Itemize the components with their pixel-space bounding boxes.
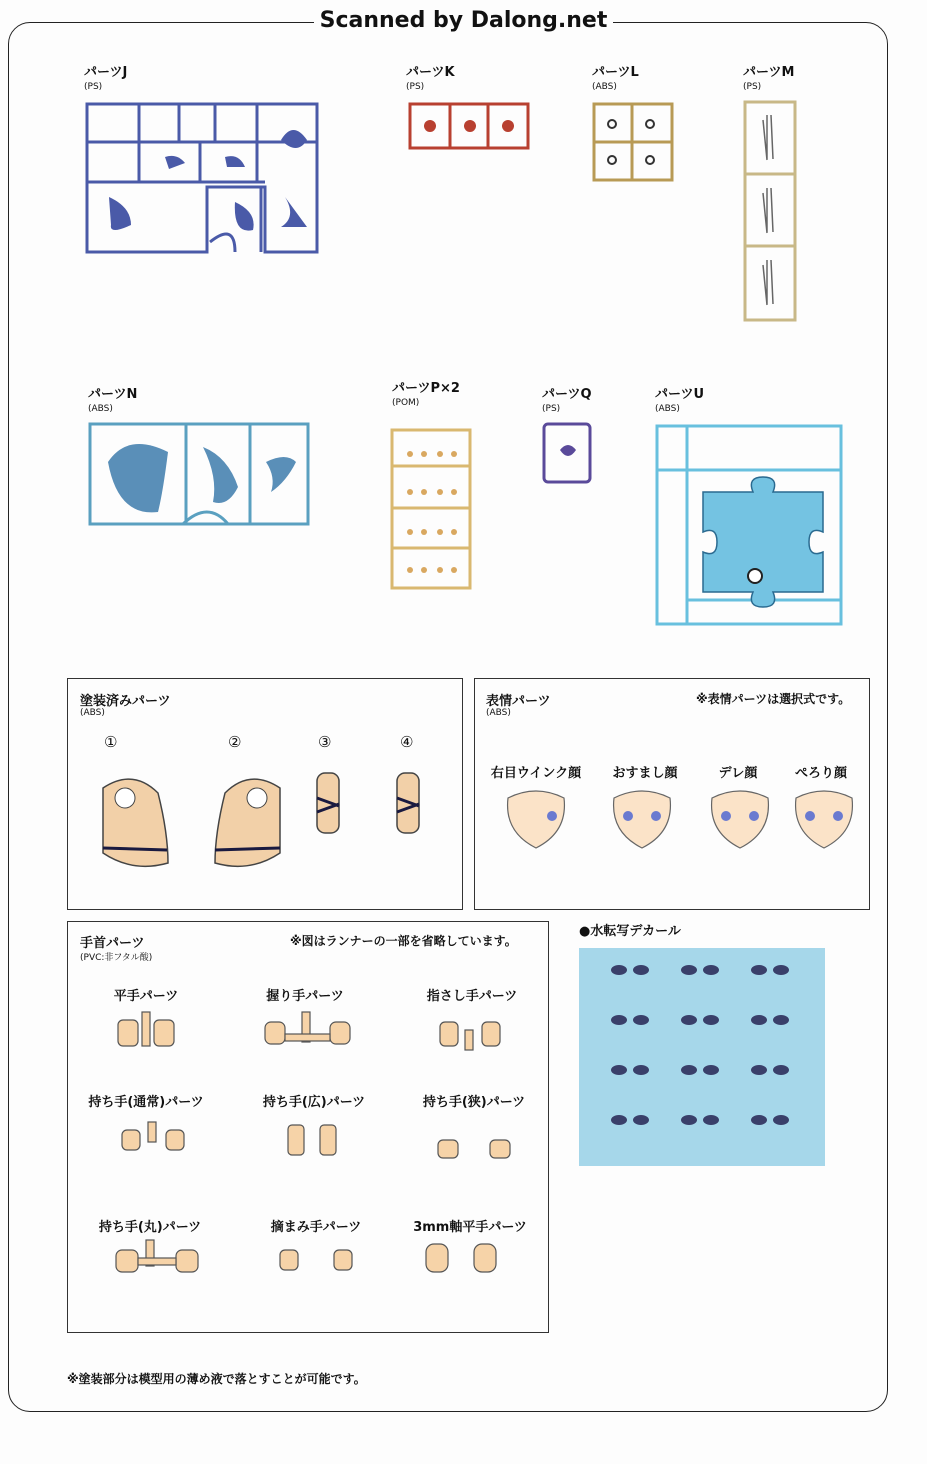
part-l-label: パーツL (ABS): [592, 65, 639, 92]
hand-label-4: 持ち手(通常)パーツ: [88, 1095, 204, 1110]
hands-illustration: [110, 1010, 530, 1280]
expression-note: ※表情パーツは選択式です。: [696, 692, 851, 706]
part-j-label: パーツJ (PS): [84, 65, 128, 92]
painted-number-3: ③: [318, 733, 332, 751]
footer-note: ※塗装部分は模型用の薄め液で落とすことが可能です。: [67, 1372, 366, 1386]
painted-material: (ABS): [80, 708, 105, 718]
part-u-label: パーツU (ABS): [655, 387, 705, 414]
hands-title: 手首パーツ: [80, 936, 145, 951]
expression-title: 表情パーツ: [486, 694, 551, 709]
face-label-2: おすまし顔: [612, 766, 678, 781]
expression-material: (ABS): [486, 708, 511, 718]
painted-number-2: ②: [228, 733, 242, 751]
runner-l: [592, 102, 674, 182]
part-k-label: パーツK (PS): [406, 65, 455, 92]
runner-p: [390, 420, 472, 590]
painted-parts-illustration: [95, 768, 435, 878]
face-label-3: デレ顔: [718, 766, 758, 781]
runner-j: [85, 102, 319, 254]
part-q-label: パーツQ (PS): [542, 387, 592, 414]
runner-m: [743, 100, 797, 322]
hand-label-1: 平手パーツ: [113, 989, 179, 1004]
painted-number-4: ④: [400, 733, 414, 751]
part-n-label: パーツN (ABS): [88, 387, 138, 414]
watermark: Scanned by Dalong.net: [0, 8, 927, 33]
painted-number-1: ①: [104, 733, 118, 751]
water-slide-decal: [579, 948, 825, 1166]
hand-label-5: 持ち手(広)パーツ: [262, 1095, 366, 1110]
hand-label-9: 3mm軸平手パーツ: [413, 1220, 527, 1235]
part-m-label: パーツM (PS): [743, 65, 795, 92]
hands-note: ※図はランナーの一部を省略しています。: [290, 934, 517, 948]
hand-label-2: 握り手パーツ: [266, 989, 344, 1004]
face-label-1: 右目ウインク顔: [490, 766, 582, 781]
face-label-4: ぺろり顔: [794, 766, 847, 781]
part-p-label: パーツP×2 (POM): [392, 381, 460, 408]
runner-q: [542, 422, 592, 484]
hand-label-7: 持ち手(丸)パーツ: [98, 1220, 202, 1235]
hands-material: (PVC:非フタル酸): [80, 953, 153, 963]
faces-illustration: [500, 788, 860, 852]
hand-label-6: 持ち手(狭)パーツ: [422, 1095, 526, 1110]
decal-eyes-illustration: [579, 948, 825, 1166]
painted-title: 塗装済みパーツ: [80, 694, 171, 709]
runner-n: [88, 422, 310, 528]
runner-k: [408, 102, 530, 150]
runner-u: [655, 424, 843, 626]
decal-title: ●水転写デカール: [579, 924, 681, 939]
hand-label-8: 摘まみ手パーツ: [270, 1220, 362, 1235]
hand-label-3: 指さし手パーツ: [426, 989, 518, 1004]
